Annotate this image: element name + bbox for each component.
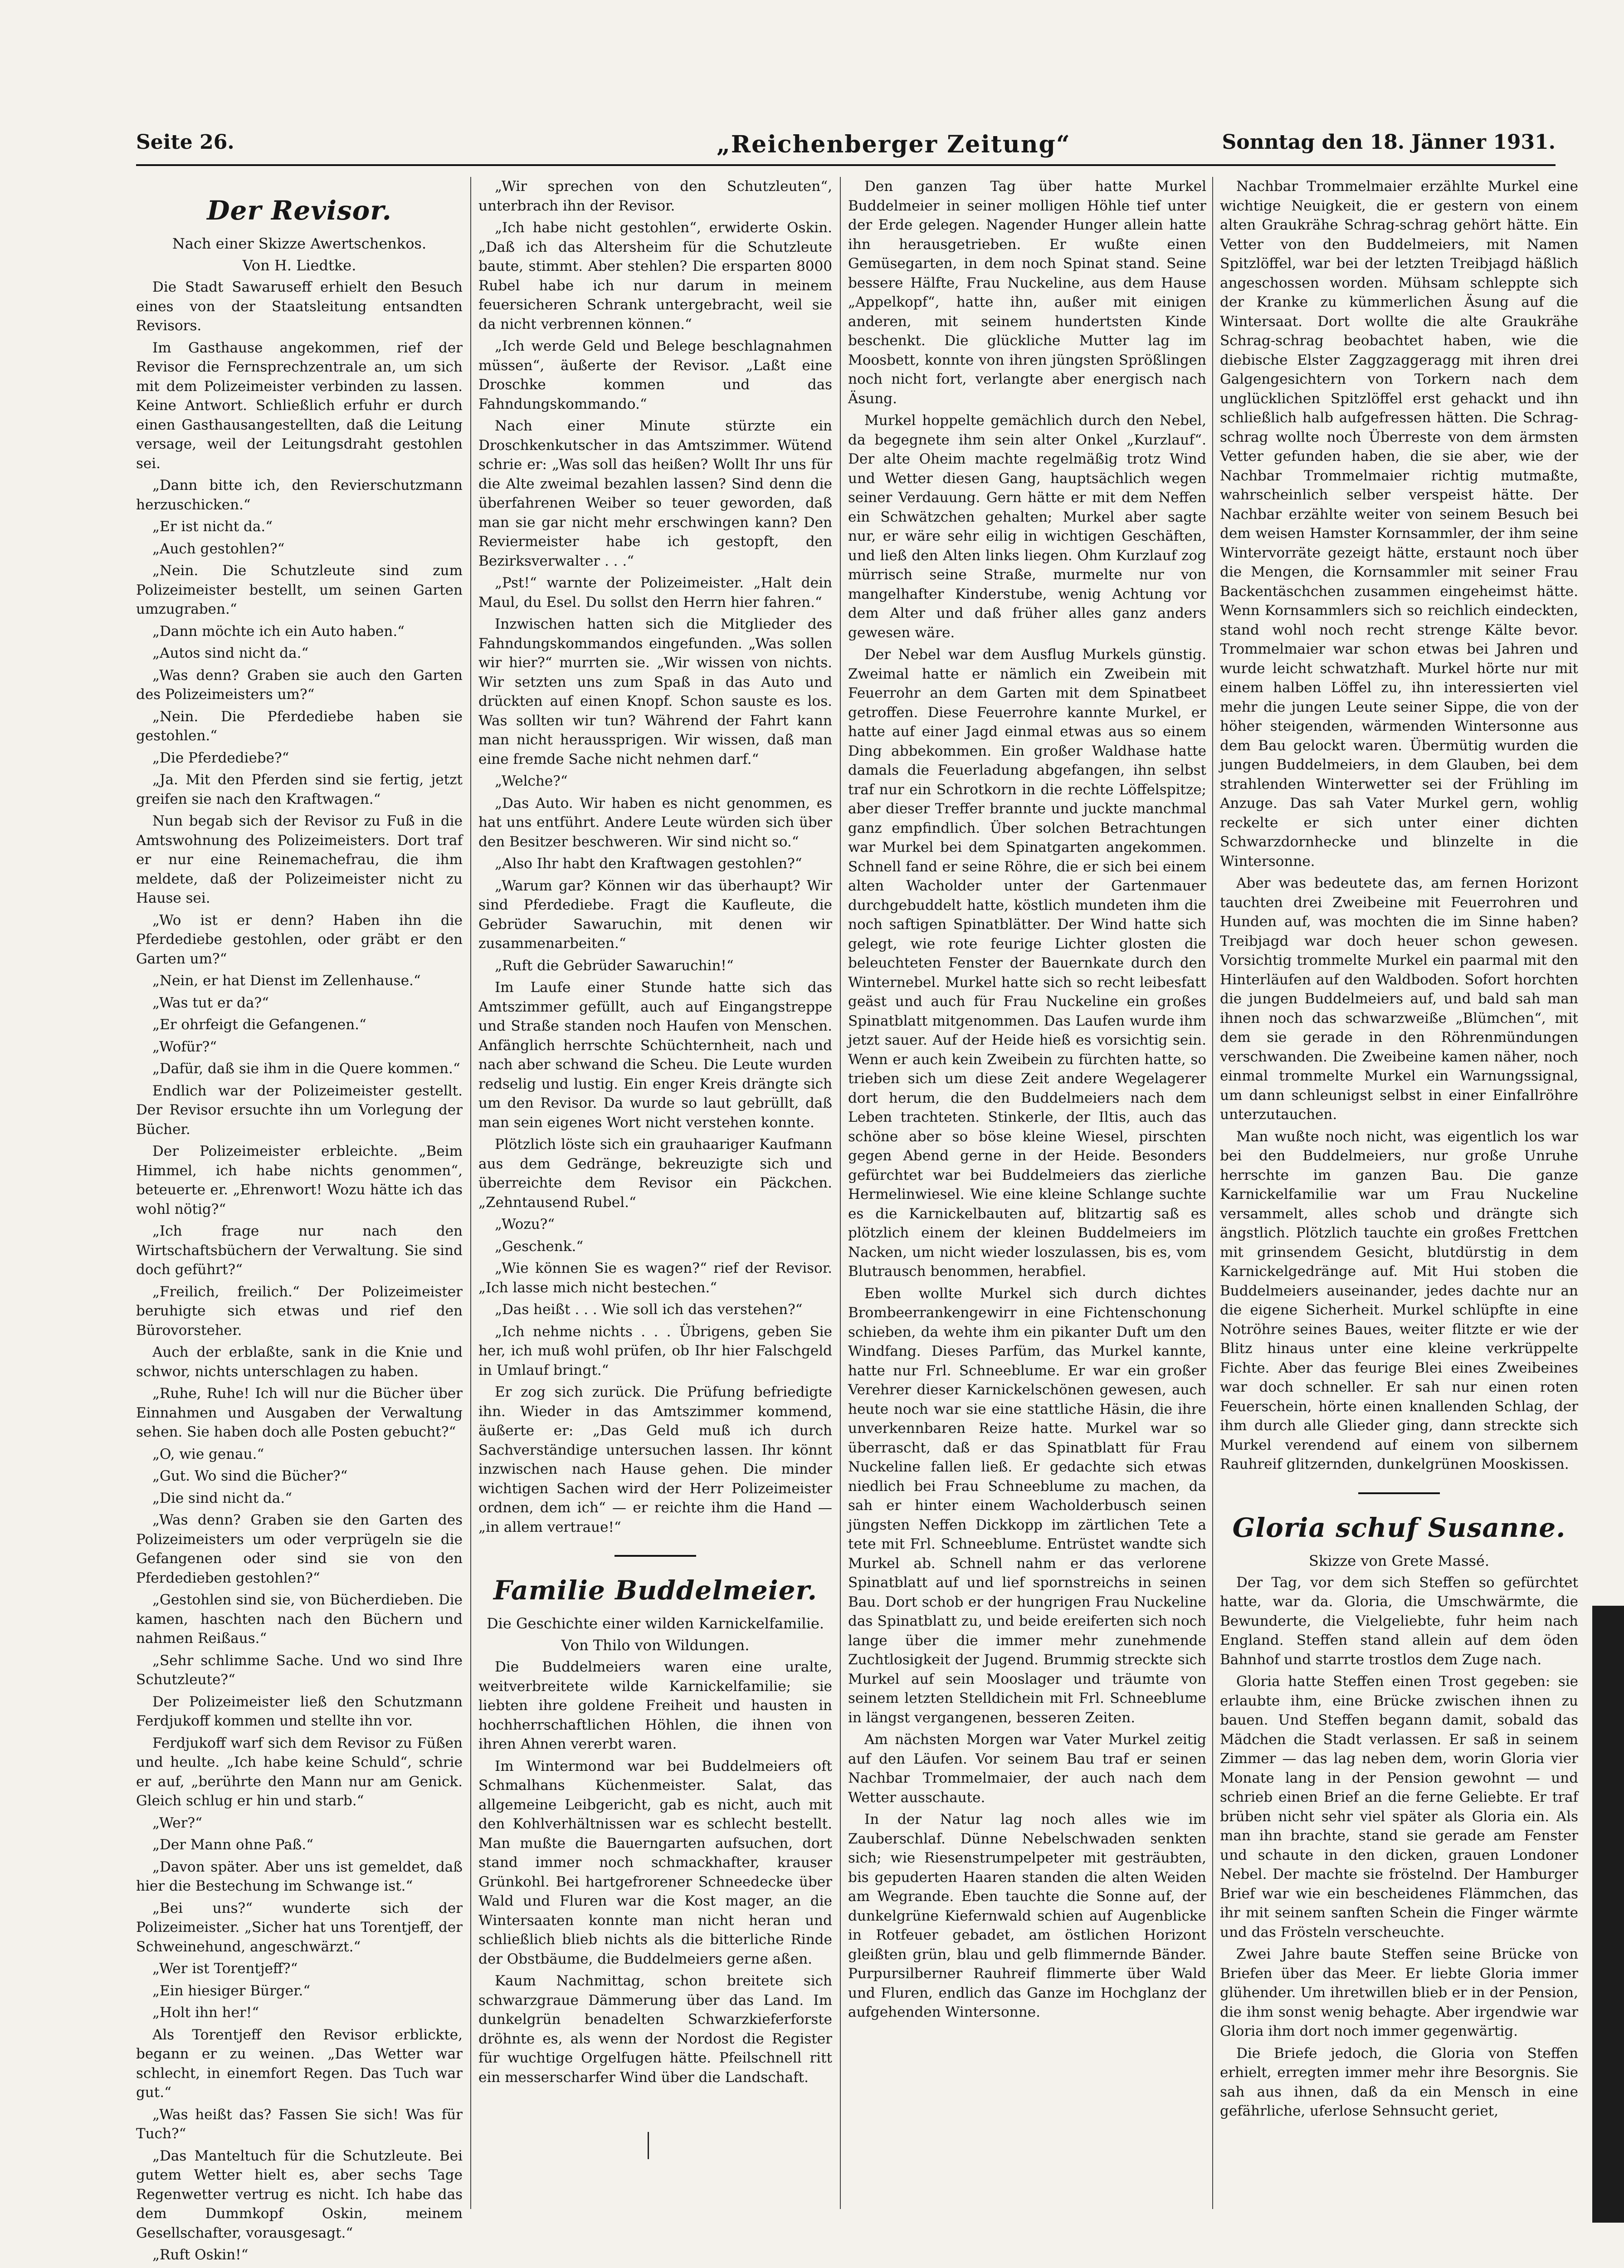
article-title-revisor: Der Revisor. — [136, 195, 463, 226]
paragraph: „Was tut er da?“ — [136, 993, 463, 1013]
paragraph: Den ganzen Tag über hatte Murkel Buddelmeier in seiner molligen Höhle tief unter der Erde gelegen. Nagender Hunger allein hatte ihn herausgetrieben. Er wußte einen Gemüsegarten, in dem noch Spinat stand. Seine bessere Hälfte, Frau Nuckeline, aus dem Hause „Appelkopf“, hatte ihn, außer mit einigen anderen, mit seinem hundertsten Kinde beschenkt. Die glückliche Mutter lag im Moosbett, konnte von ihren jüngsten Sprößlingen noch nicht fort, verlangte aber energisch nach Äsung. — [848, 177, 1206, 408]
paragraph: Im Laufe einer Stunde hatte sich das Amtszimmer gefüllt, auch auf Eingangstreppe und Straße standen noch Haufen von Menschen. Anfänglich herrschte Schüchternheit, nach und nach aber schwand die Scheu. Die Leute wurden redselig und lustig. Ein enger Kreis drängte sich um den Revisor. Da wurde so laut gebrüllt, daß man sein eigenes Wort nicht verstehen konnte. — [478, 978, 832, 1132]
paragraph: „Wozu?“ — [478, 1215, 832, 1234]
paragraph: „Ja. Mit den Pferden sind sie fertig, jetzt greifen sie nach den Kraftwagen.“ — [136, 770, 463, 809]
paragraph: „Was denn? Graben sie den Garten des Polizeimeisters um oder verprügeln sie die Gefangenen oder sind sie von den Pferdedieben gestohlen?“ — [136, 1510, 463, 1588]
paragraph: „Ruhe, Ruhe! Ich will nur die Bücher über Einnahmen und Ausgaben der Verwaltung sehen. Sie haben doch alle Posten gebucht?“ — [136, 1384, 463, 1442]
issue-date: Sonntag den 18. Jänner 1931. — [1222, 131, 1556, 154]
paragraph: „Was denn? Graben sie auch den Garten des Polizeimeisters um?“ — [136, 666, 463, 704]
paragraph: Die Buddelmeiers waren eine uralte, weitverbreitete wilde Karnickelfamilie; sie liebten ihre goldene Freiheit und hausten in hochherrschaftlichen Höhlen, die ihnen von ihren Ahnen vererbt waren. — [478, 1657, 832, 1754]
paragraph: Gloria hatte Steffen einen Trost gegeben: sie erlaubte ihm, eine Brücke zwischen ihnen zu bauen. Und Steffen begann damit, sobald das Mädchen die Stadt verlassen. Er saß in seinem Zimmer — das lag neben dem, worin Gloria vier Monate lang in der Pension gewohnt — und schrieb einen Brief an die ferne Geliebte. Er traf brüben nicht sehr viel später als Gloria ein. Als man ihn brachte, stand sie gerade am Fenster und schaute in den dicken, grauen Londoner Nebel. Der machte sie fröstelnd. Der Hamburger Brief war wie ein bescheidenes Flämmchen, das ihr mit seinem sanften Schein die Finger wärmte und das Frösteln verscheuchte. — [1220, 1672, 1578, 1942]
paragraph: „Wie können Sie es wagen?“ rief der Revisor. „Ich lasse mich nicht bestechen.“ — [478, 1259, 832, 1297]
paragraph: „Gut. Wo sind die Bücher?“ — [136, 1466, 463, 1486]
article-title-familie: Familie Buddelmeier. — [478, 1575, 832, 1606]
paragraph: „Auch gestohlen?“ — [136, 539, 463, 559]
header-rule — [136, 164, 1556, 166]
paragraph: „Dafür, daß sie ihm in die Quere kommen.“ — [136, 1059, 463, 1079]
article-separator — [1358, 1492, 1440, 1494]
paragraph: „Er ist nicht da.“ — [136, 517, 463, 537]
article-subtitle: Nach einer Skizze Awertschenkos. — [136, 234, 463, 253]
paragraph: Nach einer Minute stürzte ein Droschkenkutscher in das Amtszimmer. Wütend schrie er: „Was soll das heißen? Wollt Ihr uns für die Alte zweimal bezahlen lassen? Sind denn die überfahrenen Weiber so teuer geworden, daß man sie gar nicht mehr erschwingen kann? Den Reviermeister habe ich gestopft, den Bezirksverwalter . . .“ — [478, 416, 832, 571]
paragraph: „Welche?“ — [478, 772, 832, 791]
article-title-gloria: Gloria schuf Susanne. — [1220, 1512, 1578, 1543]
paragraph: Plötzlich löste sich ein grauhaariger Kaufmann aus dem Gedränge, bekreuzigte sich und überreichte dem Revisor ein Päckchen. „Zehntausend Rubel.“ — [478, 1135, 832, 1212]
paragraph: „Wir sprechen von den Schutzleuten“, unterbrach ihn der Revisor. — [478, 177, 832, 215]
paragraph: „Geschenk.“ — [478, 1237, 832, 1256]
paragraph: „Davon später. Aber uns ist gemeldet, daß hier die Bestechung im Schwange ist.“ — [136, 1857, 463, 1896]
paragraph: „Holt ihn her!“ — [136, 2003, 463, 2023]
paragraph: „Dann bitte ich, den Revierschutzmann herzuschicken.“ — [136, 476, 463, 514]
paragraph: „Ich nehme nichts . . . Übrigens, geben Sie her, ich muß wohl prüfen, ob Ihr hier Falschgeld in Umlauf bringt.“ — [478, 1322, 832, 1380]
newspaper-title: „Reichenberger Zeitung“ — [717, 131, 1071, 158]
paragraph: „Er ohrfeigt die Gefangenen.“ — [136, 1015, 463, 1035]
page-header — [136, 131, 1556, 158]
paragraph: Ferdjukoff warf sich dem Revisor zu Füßen und heulte. „Ich habe keine Schuld“, schrie er auf, „berührte den Mann nur am Genick. Gleich schlug er hin und starb.“ — [136, 1734, 463, 1811]
paragraph: Der Polizeimeister erbleichte. „Beim Himmel, ich habe nichts genommen“, beteuerte er. „Ehrenwort! Wozu hätte ich das wohl nötig?“ — [136, 1142, 463, 1219]
paragraph: Eben wollte Murkel sich durch dichtes Brombeerrankengewirr in eine Fichtenschonung schieben, da wehte ihm ein pikanter Duft um den Windfang. Dieses Parfüm, das Murkel kannte, hatte nur Frl. Schneeblume. Er war ein großer Verehrer dieser Karnickelschönen gewesen, auch heute noch war sie eine stattliche Häsin, die ihre unverkennbaren Reize hatte. Murkel war so überrascht, daß er das Spinatblatt für Frau Nuckeline fallen ließ. Er gedachte sich etwas niedlich bei Frau Schneeblume zu machen, da sah er hinter einem Wacholderbusch seinen jüngsten Neffen Dickkopp im zärtlichen Tete a tete mit Frl. Schneeblume. Entrüstet wandte sich Murkel ab. Schnell nahm er das verlorene Spinatblatt auf und lief spornstreichs in seinen Bau. Dort schob er der hungrigen Frau Nuckeline das Spinatblatt zu, und beide ereiferten sich noch lange über die immer mehr zunehmende Zuchtlosigkeit der Jugend. Brummig streckte sich Murkel auf sein Mooslager und träumte von seinem letzten Stelldichein mit Frl. Schneeblume in längst vergangenen, besseren Zeiten. — [848, 1284, 1206, 1728]
paragraph: Nachbar Trommelmaier erzählte Murkel eine wichtige Neuigkeit, die er gestern von einem alten Graukrähe Schrag-schrag gehört hätte. Ein Vetter von den Buddelmeiers, mit Namen Spitzlöffel, war bei der letzten Treibjagd häßlich angeschossen worden. Mühsam schleppte sich der Kranke zu kümmerlichen Äsung auf die Wintersaat. Dort wollte die alte Graukrähe Schrag-schrag beobachtet haben, wie die diebische Elster Zaggzaggeragg mit ihren drei Galgengesichtern von Torkern nach dem unglücklichen Spitzlöffel erst gehackt und ihn schließlich halb aufgefressen hätten. Die Schrag-schrag wollte noch Überreste von dem ärmsten Vetter gefunden haben, die sie aber, wie der Nachbar Trommelmaier richtig mutmaßte, wahrscheinlich selber verspeist hätte. Der Nachbar erzählte weiter von seinem Besuch bei dem weisen Hamster Kornsammler, der ihm seine Wintervorräte gezeigt hätte, erstaunt noch über die Mengen, die Kornsammler mit seiner Frau Backentäschchen zusammen eingeheimst hätte. Wenn Kornsammlers sich so reichlich eindeckten, stand wohl noch recht strenge Kälte bevor. Trommelmaier war schon etwas bei Jahren und wurde leicht schwatzhaft. Murkel hörte nur mit einem halben Löffel zu, ihn interessierten viel mehr die jungen Leute seiner Sippe, die von der höher steigenden, wärmenden Wintersonne aus dem Bau gelockt waren. Übermütig wurden die jungen Buddelmeiers, in dem Glauben, bei dem strahlenden Winterwetter sei der Frühling im Anzuge. Das sah Vater Murkel gern, wohlig reckelte er sich unter einer dichten Schwarzdornhecke und blinzelte in die Wintersonne. — [1220, 177, 1578, 871]
paragraph: „Nein. Die Pferdediebe haben sie gestohlen.“ — [136, 707, 463, 746]
paragraph: „Wo ist er denn? Haben ihn die Pferdediebe gestohlen, oder gräbt er den Garten um?“ — [136, 911, 463, 969]
column-divider — [840, 177, 841, 2209]
paragraph: Nun begab sich der Revisor zu Fuß in die Amtswohnung des Polizeimeisters. Dort traf er nur eine Reinemachefrau, die ihm meldete, daß der Polizeimeister nicht zu Hause sei. — [136, 811, 463, 908]
paragraph: Der Polizeimeister ließ den Schutzmann Ferdjukoff kommen und stellte ihn vor. — [136, 1692, 463, 1731]
paragraph: „Ich frage nur nach den Wirtschaftsbüchern der Verwaltung. Sie sind doch geführt?“ — [136, 1222, 463, 1280]
column-divider — [1212, 177, 1213, 2209]
article-separator — [614, 1555, 696, 1557]
paragraph: Murkel hoppelte gemächlich durch den Nebel, da begegnete ihm sein alter Onkel „Kurzlauf“. Der alte Oheim machte regelmäßig trotz Wind und Wetter diesen Gang, hauptsächlich wegen seiner Verdauung. Gern hätte er mit dem Neffen ein Schwätzchen gehalten; Murkel aber sagte nur, er wäre sehr eilig in wichtigen Geschäften, und ließ den Alten links liegen. Ohm Kurzlauf zog mürrisch seine Straße, murmelte nur von mangelhafter Kinderstube, wenig Achtung vor dem Alter und daß früher alles ganz anders gewesen wäre. — [848, 411, 1206, 642]
paragraph: „O, wie genau.“ — [136, 1445, 463, 1464]
paragraph: „Ich werde Geld und Belege beschlagnahmen müssen“, äußerte der Revisor. „Laßt eine Droschke kommen und das Fahndungskommando.“ — [478, 337, 832, 414]
column-2 — [478, 177, 832, 2209]
paragraph: Die Stadt Sawaruseff erhielt den Besuch eines von der Staatsleitung entsandten Revisors. — [136, 278, 463, 336]
paragraph: Der Nebel war dem Ausflug Murkels günstig. Zweimal hatte er nämlich ein Zweibein mit Feuerrohr an dem Garten mit dem Spinatbeet getroffen. Diese Feuerrohre kannte Murkel, er hatte auf einer Jagd einmal etwas aus so einem Ding abbekommen. Ein großer Waldhase hatte damals die Feuerladung abgefangen, ihn selbst traf nur ein Schrotkorn in die rechte Löffelspitze; aber dieser Treffer brannte und juckte manchmal ganz empfindlich. Über solchen Betrachtungen war Murkel bei dem Spinatgarten angekommen. Schnell fand er seine Röhre, die er sich bei einem alten Wacholder unter der Gartenmauer durchgebuddelt hatte, köstlich mundeten ihm die noch saftigen Spinatblätter. Der Wind hatte sich gelegt, wie rote feurige Lichter glosten die beleuchteten Fenster der Bauernkate durch den Winternebel. Murkel hatte sich so recht leibesfatt geäst und auch für Frau Nuckeline ein großes Spinatblatt mitgenommen. Das Laufen wurde ihm jetzt sauer. Auf der Heide hieß es vorsichtig sein. Wenn er auch kein Zweibein zu fürchten hatte, so trieben sich um diese Zeit andere Wegelagerer dort herum, die den Buddelmeiers nach dem Leben trachteten. Stinkerle, der Iltis, auch das schöne aber so böse kleine Wiesel, pirschten gegen Abend gerne in der Heide. Besonders gefürchtet war bei Buddelmeiers das zierliche Hermelinwiesel. Wie eine kleine Schlange suchte es die Karnickelbauten auf, blitzartig saß es plötzlich einem der kleinen Buddelmeiers im Nacken, um nicht wieder loszulassen, bis es, vom Blutrausch benommen, herabfiel. — [848, 645, 1206, 1281]
paragraph: „Das Auto. Wir haben es nicht genommen, es hat uns entführt. Andere Leute würden sich über den Besitzer beschweren. Wir sind nicht so.“ — [478, 794, 832, 852]
paragraph: „Pst!“ warnte der Polizeimeister. „Halt dein Maul, du Esel. Du sollst den Herrn hier fahren.“ — [478, 573, 832, 612]
column-3 — [848, 177, 1206, 2209]
paragraph: „Gestohlen sind sie, von Bücherdieben. Die kamen, haschten nach den Büchern und nahmen Reißaus.“ — [136, 1590, 463, 1648]
article-author: Von H. Liedtke. — [136, 256, 463, 275]
article-author: Skizze von Grete Massé. — [1220, 1551, 1578, 1570]
paragraph: „Was heißt das? Fassen Sie sich! Was für Tuch?“ — [136, 2105, 463, 2144]
article-author: Von Thilo von Wildungen. — [478, 1636, 832, 1655]
paragraph: „Ruft die Gebrüder Sawaruchin!“ — [478, 956, 832, 976]
adjacent-page-edge — [1592, 1606, 1624, 2223]
paragraph: Auch der erblaßte, sank in die Knie und schwor, nichts unterschlagen zu haben. — [136, 1343, 463, 1381]
paragraph: „Ruft Oskin!“ — [136, 2245, 463, 2265]
print-mark — [648, 2132, 649, 2159]
paragraph: „Bei uns?“ wunderte sich der Polizeimeister. „Sicher hat uns Torentjeff, der Schweinehund, angeschwärzt.“ — [136, 1899, 463, 1957]
paragraph: „Der Mann ohne Paß.“ — [136, 1835, 463, 1855]
paragraph: „Nein, er hat Dienst im Zellenhause.“ — [136, 971, 463, 991]
paragraph: „Ich habe nicht gestohlen“, erwiderte Oskin. „Daß ich das Altersheim für die Schutzleute baute, stimmt. Aber stehlen? Die ersparten 8000 Rubel habe ich nur darum in meinem feuersicheren Schrank untergebracht, weil sie da nicht verbrennen können.“ — [478, 218, 832, 334]
column-4 — [1220, 177, 1578, 2209]
paragraph: „Wer ist Torentjeff?“ — [136, 1959, 463, 1979]
paragraph: Kaum Nachmittag, schon breitete sich schwarzgraue Dämmerung über das Land. Im dunkelgrün benadelten Schwarzkieferforste dröhnte es, als wenn der Nordost die Register für wuchtige Orgelfugen hätte. Pfeilschnell ritt ein messerscharfer Wind über die Landschaft. — [478, 1971, 832, 2087]
article-subtitle: Die Geschichte einer wilden Karnickelfamilie. — [478, 1614, 832, 1633]
paragraph: „Freilich, freilich.“ Der Polizeimeister beruhigte sich etwas und rief den Bürovorsteher. — [136, 1282, 463, 1340]
paragraph: In der Natur lag noch alles wie im Zauberschlaf. Dünne Nebelschwaden senkten sich; wie Riesenstrumpelpeter mit gesträubten, bis gepuderten Haaren standen die alten Weiden am Wegrande. Eben tauchte die Sonne auf, der dunkelgrüne Kiefernwald schien auf Augenblicke in Rotfeuer gebadet, am östlichen Horizont gleißten grün, blau und gelb flimmernde Bänder. Purpursilberner Rauhreif flimmerte über Wald und Fluren, endlich das Ganze im Hochglanz der aufgehenden Wintersonne. — [848, 1810, 1206, 2022]
paragraph: „Die sind nicht da.“ — [136, 1489, 463, 1508]
paragraph: Der Tag, vor dem sich Steffen so gefürchtet hatte, war da. Gloria, die Umschwärmte, die Bewunderte, die Vielgeliebte, fuhr heim nach England. Steffen stand allein auf dem öden Bahnhof und starrte trostlos dem Zuge nach. — [1220, 1573, 1578, 1670]
paragraph: „Ein hiesiger Bürger.“ — [136, 1981, 463, 2001]
paragraph: „Nein. Die Schutzleute sind zum Polizeimeister bestellt, um seinen Garten umzugraben.“ — [136, 561, 463, 619]
column-1 — [136, 177, 463, 2209]
paragraph: Aber was bedeutete das, am fernen Horizont tauchten drei Zweibeine mit Feuerrohren und Hunden auf, was mochten die im Sinne haben? Treibjagd war doch heuer schon gewesen. Vorsichtig trommelte Murkel ein paarmal mit den Hinterläufen auf den Waldboden. Sofort horchten die jungen Buddelmeiers auf, und bald sah man ihnen noch das schwarzweiße „Blümchen“, mit dem sie gerade in den Röhrenmündungen verschwanden. Die Zweibeine kamen näher, noch einmal trommelte Murkel ein Warnungssignal, um dann schleunigst selbst in einer Einfallröhre unterzutauchen. — [1220, 874, 1578, 1124]
paragraph: Im Gasthause angekommen, rief der Revisor die Fernsprechzentrale an, um sich mit dem Polizeimeister verbinden zu lassen. Keine Antwort. Schließlich erfuhr er durch einen Gasthausangestellten, daß die Leitung versage, weil der Leitungsdraht gestohlen sei. — [136, 338, 463, 474]
paragraph: „Das heißt . . . Wie soll ich das verstehen?“ — [478, 1300, 832, 1320]
page-number: Seite 26. — [136, 131, 234, 154]
paragraph: Zwei Jahre baute Steffen seine Brücke von Briefen über das Meer. Er liebte Gloria immer glühender. Um ihretwillen blieb er in der Pension, die ihm sonst wenig behagte. Aber irgendwie war Gloria ihm dort noch immer gegenwärtig. — [1220, 1945, 1578, 2041]
paragraph: „Das Manteltuch für die Schutzleute. Bei gutem Wetter hielt es, aber sechs Tage Regenwetter vertrug es nicht. Ich habe das dem Dummkopf Oskin, meinem Gesellschafter, vorausgesagt.“ — [136, 2146, 463, 2243]
paragraph: Am nächsten Morgen war Vater Murkel zeitig auf den Läufen. Vor seinem Bau traf er seinen Nachbar Trommelmaier, der auch nach dem Wetter ausschaute. — [848, 1730, 1206, 1807]
paragraph: Als Torentjeff den Revisor erblickte, begann er zu weinen. „Das Wetter war schlecht, in einemfort Regen. Das Tuch war gut.“ — [136, 2025, 463, 2102]
paragraph: „Wofür?“ — [136, 1037, 463, 1057]
column-divider — [470, 177, 471, 2209]
paragraph: Im Wintermond war bei Buddelmeiers oft Schmalhans Küchenmeister. Salat, das allgemeine Leibgericht, gab es nicht, auch mit den Kohlverhältnissen war es schlecht bestellt. Man mußte die Bauerngarten aufsuchen, dort stand immer noch schmackhafter, krauser Grünkohl. Bei hartgefrorener Schneedecke über Wald und Fluren war die Kost mager, an die Wintersaaten konnte man nicht heran und schließlich blieb nichts als die bitterliche Rinde der Obstbäume, die Buddelmeiers gerne aßen. — [478, 1757, 832, 1969]
paragraph: „Also Ihr habt den Kraftwagen gestohlen?“ — [478, 854, 832, 874]
paragraph: Endlich war der Polizeimeister gestellt. Der Revisor ersuchte ihn um Vorlegung der Bücher. — [136, 1081, 463, 1139]
paragraph: „Autos sind nicht da.“ — [136, 644, 463, 663]
paragraph: „Dann möchte ich ein Auto haben.“ — [136, 622, 463, 641]
paragraph: Die Briefe jedoch, die Gloria von Steffen erhielt, erregten immer mehr ihre Besorgnis. Sie sah aus ihnen, daß da ein Mensch in eine gefährliche, uferlose Sehnsucht geriet, — [1220, 2044, 1578, 2121]
paragraph: „Die Pferdediebe?“ — [136, 748, 463, 768]
paragraph: „Wer?“ — [136, 1813, 463, 1833]
paragraph: „Warum gar? Können wir das überhaupt? Wir sind Pferdediebe. Fragt die Kaufleute, die Gebrüder Sawaruchin, mit denen wir zusammenarbeiten.“ — [478, 876, 832, 953]
paragraph: „Sehr schlimme Sache. Und wo sind Ihre Schutzleute?“ — [136, 1651, 463, 1690]
paragraph: Inzwischen hatten sich die Mitglieder des Fahndungskommandos eingefunden. „Was sollen wir hier?“ murrten sie. „Wir wissen von nichts. Wir setzten uns zum Spaß in das Auto und drückten auf einen Knopf. Schon sauste es los. Was sollten wir tun? Während der Fahrt kann man nicht heraussprigen. Wir wissen, daß man eine fremde Sache nicht nehmen darf.“ — [478, 615, 832, 769]
paragraph: Er zog sich zurück. Die Prüfung befriedigte ihn. Wieder in das Amtszimmer kommend, äußerte er: „Das Geld muß ich durch Sachverständige untersuchen lassen. Ihr könnt inzwischen nach Hause gehen. Die minder wichtigen Sachen wird der Herr Polizeimeister ordnen, dem ich“ — er reichte ihm die Hand — „in allem vertraue!“ — [478, 1383, 832, 1537]
paragraph: Man wußte noch nicht, was eigentlich los war bei den Buddelmeiers, nur große Unruhe herrschte im ganzen Bau. Die ganze Karnickelfamilie war um Frau Nuckeline versammelt, alles schob und drängte sich ängstlich. Plötzlich tauchte ein großes Frettchen mit grinsendem Gesicht, blutdürstig in dem Karnickelgedränge auf. Mit Hui stoben die Buddelmeiers auseinander, jedes dachte nur an die eigene Sicherheit. Murkel schlüpfte in eine Notröhre seines Baues, weiter flitzte er wie der Blitz hinaus unter eine kleine verkrüppelte Fichte. Aber das feurige Blei eines Zweibeines war doch schneller. Er sah nur einen roten Feuerschein, hörte einen knallenden Schlag, der ihm durch alle Glieder ging, dann streckte sich Murkel verendend auf einem von silbernem Rauhreif glitzernden, dunkelgrünen Mooskissen. — [1220, 1127, 1578, 1474]
